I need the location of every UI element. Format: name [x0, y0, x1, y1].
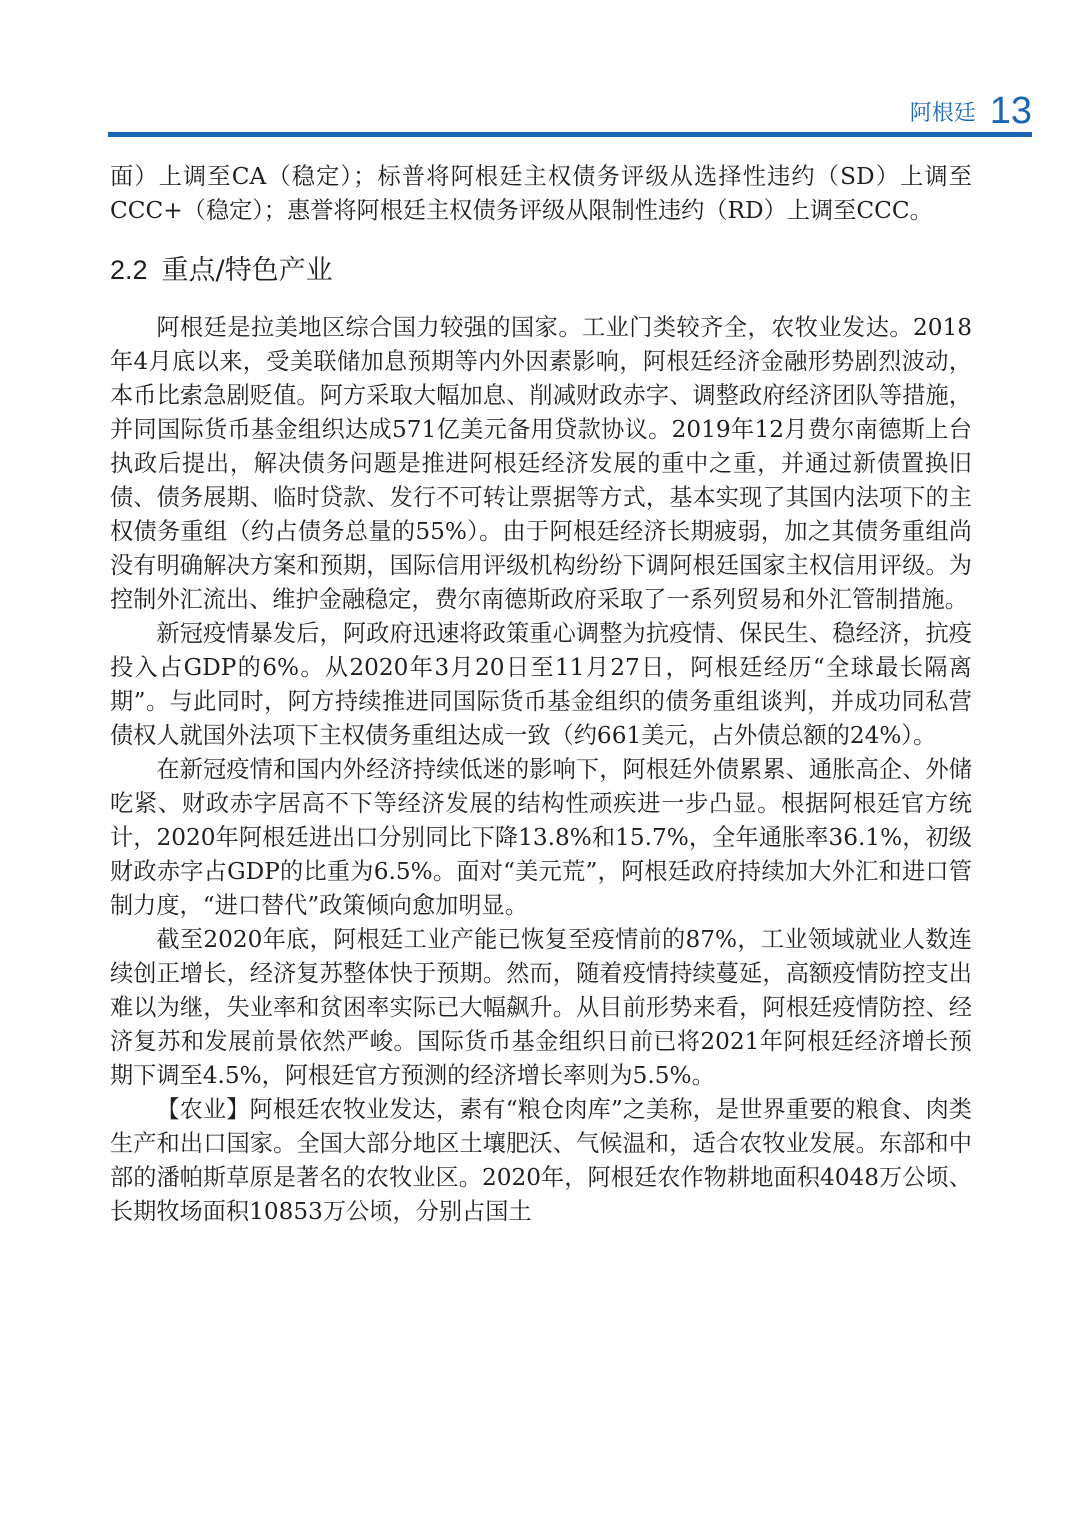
paragraph-overview: 阿根廷是拉美地区综合国力较强的国家。工业门类较齐全，农牧业发达。2018年4月底以来，受美联储加息预期等内外因素影响，阿根廷经济金融形势剧烈波动，本币比索急剧贬值。阿方采取大幅加息、削减财政赤字、调整政府经济团队等措施，并同国际货币基金组织达成571亿美元备用贷款协议。2019年12月费尔南德斯上台执政后提出，解决债务问题是推进阿根廷经济发展的重中之重，并通过新债置换旧债、债务展期、临时贷款、发行不可转让票据等方式，基本实现了其国内法项下的主权债务重组（约占债务总量的55%）。由于阿根廷经济长期疲弱，加之其债务重组尚没有明确解决方案和预期，国际信用评级机构纷纷下调阿根廷国家主权信用评级。为控制外汇流出、维护金融稳定，费尔南德斯政府采取了一系列贸易和外汇管制措施。 [110, 314, 972, 613]
header-country-name: 阿根廷 [909, 101, 976, 126]
section-title: 重点/特色产业 [161, 255, 333, 286]
paragraph-recovery: 截至2020年底，阿根廷工业产能已恢复至疫情前的87%，工业领域就业人数连续创正增长，经济复苏整体快于预期。然而，随着疫情持续蔓延，高额疫情防控支出难以为继，失业率和贫困率实际已大幅飙升。从目前形势来看，阿根廷疫情防控、经济复苏和发展前景依然严峻。国际货币基金组织日前已将2021年阿根廷经济增长预期下调至4.5%，阿根廷官方预测的经济增长率则为5.5%。 [110, 926, 972, 1089]
body-text [110, 160, 972, 1229]
page-number: 13 [989, 90, 1032, 132]
header-rule [108, 132, 1032, 137]
section-heading [110, 252, 972, 289]
paragraph-covid: 新冠疫情暴发后，阿政府迅速将政策重心调整为抗疫情、保民生、稳经济，抗疫投入占GDP的6%。从2020年3月20日至11月27日，阿根廷经历“全球最长隔离期”。与此同时，阿方持续推进同国际货币基金组织的债务重组谈判，并成功同私营债权人就国外法项下主权债务重组达成一致（约661美元，占外债总额的24%）。 [110, 620, 972, 749]
paragraph-economy: 在新冠疫情和国内外经济持续低迷的影响下，阿根廷外债累累、通胀高企、外储吃紧、财政赤字居高不下等经济发展的结构性顽疾进一步凸显。根据阿根廷官方统计，2020年阿根廷进出口分别同比下降13.8%和15.7%，全年通胀率36.1%，初级财政赤字占GDP的比重为6.5%。面对“美元荒”，阿根廷政府持续加大外汇和进口管制力度，“进口替代”政策倾向愈加明显。 [110, 756, 972, 919]
paragraph-agriculture: 【农业】阿根廷农牧业发达，素有“粮仓肉库”之美称，是世界重要的粮食、肉类生产和出口国家。全国大部分地区土壤肥沃、气候温和，适合农牧业发展。东部和中部的潘帕斯草原是著名的农牧业区。2020年，阿根廷农作物耕地面积4048万公顷、长期牧场面积10853万公顷，分别占国土 [110, 1096, 972, 1225]
continuation-paragraph: 面）上调至CA（稳定）；标普将阿根廷主权债务评级从选择性违约（SD）上调至CCC+（稳定）；惠誉将阿根廷主权债务评级从限制性违约（RD）上调至CCC。 [110, 163, 972, 224]
running-header [910, 86, 1032, 132]
section-number: 2.2 [110, 255, 148, 285]
